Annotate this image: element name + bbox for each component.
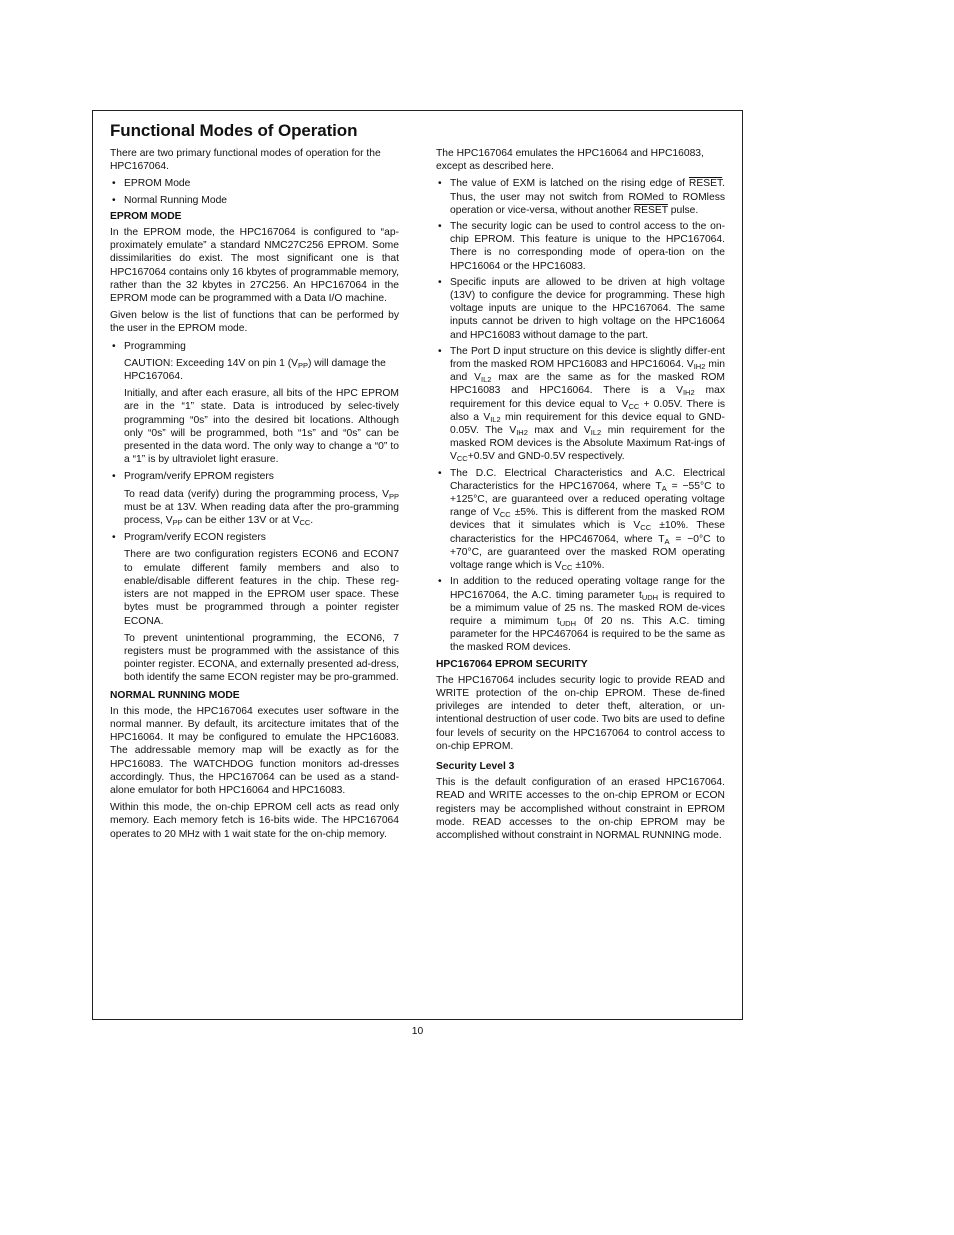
port-d-text: max and V bbox=[527, 425, 591, 437]
port-d-text: The Port D input structure on this device is slightly differ-ent from the masked ROM HPC16083 and HPC16064. V bbox=[450, 345, 725, 371]
port-d-subscript: IH2 bbox=[516, 428, 528, 438]
timing-text: is required to be a mimimum value of 25 ns. The masked ROM de-vices require a mimimum t bbox=[450, 589, 726, 627]
port-d-subscript: IL2 bbox=[490, 414, 501, 424]
function-label: • Program/verify ECON registers bbox=[124, 532, 266, 544]
econ-paragraph-2: To prevent unintentional programming, the ECON6, 7 registers must be programmed with the assistance of this pointer register. ECONA, and externally presented ad-dress, both identify the same ECON register may be pro-grammed. bbox=[124, 632, 399, 684]
emulation-intro-paragraph: The HPC167064 emulates the HPC16064 and HPC16083, except as described here. bbox=[436, 148, 704, 173]
caution-subscript: PP bbox=[298, 360, 309, 370]
verify-text-d: . bbox=[310, 515, 314, 527]
port-d-subscript: IH2 bbox=[693, 362, 706, 372]
page-number: 10 bbox=[411, 1026, 424, 1037]
electrical-text: The D.C. Electrical Characteristics and A.C. Electrical Characteristics for the HPC167064, where T bbox=[450, 467, 725, 492]
verify-subscript-3: CC bbox=[299, 518, 311, 528]
exm-text-b: . Thus, the user may not switch from ROMed to ROMless operation or vice-versa, without another bbox=[450, 178, 725, 216]
eprom-mode-paragraph-1: In the EPROM mode, the HPC167064 is configured to “ap-proximately emulate” a standard NMC27C256 EPROM. Some dissimilarities do exist. The most significant one is that HPC167064 contains only 16 kbytes of programmable memory, rather than the 32 kbytes in 27C256. An HPC167064 in the EPROM mode can be programmed with a Data I/O machine. bbox=[110, 227, 399, 305]
function-item-programming bbox=[110, 340, 399, 467]
right-column bbox=[436, 147, 725, 846]
intro-paragraph: There are two primary functional modes of operation for the HPC167064. bbox=[110, 148, 381, 173]
eprom-mode-paragraph-2: Given below is the list of functions that can be performed by the user in the EPROM mode. bbox=[110, 310, 399, 335]
exm-text-a: The value of EXM is latched on the rising edge of bbox=[450, 178, 689, 190]
reset-signal: RESET bbox=[688, 178, 723, 190]
electrical-subscript: CC bbox=[640, 523, 652, 533]
mode-item-normal: • Normal Running Mode bbox=[110, 194, 399, 207]
port-d-text: +0.5V and GND-0.5V respectively. bbox=[467, 451, 625, 463]
electrical-subscript: A bbox=[664, 536, 670, 546]
port-d-subscript: IH2 bbox=[682, 388, 695, 398]
function-label: • Program/verify EPROM registers bbox=[124, 471, 274, 483]
port-d-text: max are the same as for the masked ROM HPC16083 and HPC16064. There is a V bbox=[450, 372, 725, 397]
port-d-text: + 0.05V. There is also a V bbox=[450, 398, 726, 423]
port-d-text: max requirement for this device equal to V bbox=[450, 385, 725, 410]
verify-text-b: must be at 13V. When reading data after the pro-gramming process, V bbox=[124, 501, 399, 527]
electrical-subscript: CC bbox=[499, 510, 511, 520]
eprom-mode-heading: EPROM MODE bbox=[110, 210, 182, 222]
left-column bbox=[110, 147, 399, 845]
function-item-verify-eprom bbox=[110, 470, 399, 527]
normal-mode-heading: NORMAL RUNNING MODE bbox=[110, 689, 240, 701]
timing-subscript: UDH bbox=[559, 618, 577, 628]
timing-text: In addition to the reduced operating voltage range for the HPC167064, the A.C. timing parameter t bbox=[450, 576, 725, 601]
electrical-text: ±10%. These characteristics for the HPC467064, where T bbox=[450, 520, 725, 545]
verify-text-a: To read data (verify) during the programming process, V bbox=[124, 488, 389, 500]
difference-item-security: • The security logic can be used to control access to the on-chip EPROM. This feature is unique to the HPC167064. There is no corresponding mode of opera-tion on the HPC16064 or the HPC16083. bbox=[436, 220, 725, 273]
security-level-3-paragraph: This is the default configuration of an erased HPC167064. READ and WRITE accesses to the on-chip EPROM or ECON registers may be accomplished without constraint in EPROM mode. READ accesses to the on-chip EPROM may be accomplished without constraint in NORMAL RUNNING mode. bbox=[436, 777, 725, 841]
caution-paragraph bbox=[124, 357, 399, 383]
caution-text-b: ) will damage the HPC167064. bbox=[124, 357, 386, 383]
electrical-subscript: A bbox=[661, 483, 667, 493]
exm-text-c: pulse. bbox=[667, 204, 699, 216]
page-title: Functional Modes of Operation bbox=[110, 121, 358, 140]
function-item-verify-econ bbox=[110, 531, 399, 684]
timing-subscript: UDH bbox=[641, 592, 659, 602]
difference-item-exm bbox=[436, 177, 725, 217]
normal-mode-paragraph-1: In this mode, the HPC167064 executes user software in the normal manner. By default, its arcitecture imitates that of the HPC16064. It may be configured to emulate the HPC16083. The addressable memory map will be exactly as for the HPC16083. The WATCHDOG function monitors ad-dresses accordingly. Thus, the HPC167064 can be used as a stand-alone emulator for both HPC16064 and HPC16083. bbox=[110, 705, 399, 796]
electrical-text: = −0°C to +70°C, are guaranteed over the masked ROM operating voltage range which is V bbox=[450, 533, 725, 572]
econ-paragraph-1: There are two configuration registers ECON6 and ECON7 to emulate different family members and also to enable/disable different features in the chip. These reg-isters are not mapped in the EPROM user space. These bytes must be programmed through a pointer register ECONA. bbox=[124, 549, 399, 627]
port-d-subscript: IL2 bbox=[590, 428, 602, 438]
port-d-text: min requirement for this device equal to GND-0.05V. The V bbox=[450, 411, 725, 437]
electrical-subscript: CC bbox=[561, 563, 573, 573]
security-level-3-heading: Security Level 3 bbox=[436, 760, 515, 772]
verify-subscript-1: PP bbox=[388, 491, 399, 501]
difference-item-electrical bbox=[436, 467, 725, 573]
port-d-text: min and V bbox=[450, 359, 725, 384]
caution-text-a: CAUTION: Exceeding 14V on pin 1 (V bbox=[124, 357, 298, 369]
verify-paragraph bbox=[124, 488, 399, 528]
function-label: • Programming bbox=[124, 340, 186, 352]
port-d-subscript: IL2 bbox=[481, 375, 492, 385]
electrical-text: ±5%. This is different from the masked ROM devices that it simulates which is V bbox=[450, 507, 725, 532]
eprom-function-list bbox=[110, 340, 399, 685]
erasure-paragraph: Initially, and after each erasure, all bits of the HPC EPROM are in the “1” state. Data is introduced by selec-tively programming “0s” into the desired bit locations. Although only “0s” will be programmed, both “1s” and “0s” can be presented in the data word. The only way to change a “0” to a “1” is by ultraviolet light erasure. bbox=[124, 388, 399, 466]
reset-signal: RESET bbox=[633, 204, 668, 216]
security-paragraph: The HPC167064 includes security logic to provide READ and WRITE protection of the on-chip EPROM. These de-fined privileges are intended to deter theft, alteration, or un-intentional destruction of user code. Two bits are used to define four levels of security on the HPC167064 to control access to on-chip EPROM. bbox=[436, 674, 725, 752]
difference-list bbox=[436, 177, 725, 654]
security-heading: HPC167064 EPROM SECURITY bbox=[436, 658, 588, 670]
port-d-subscript: CC bbox=[628, 401, 640, 411]
verify-text-c: can be either 13V or at V bbox=[182, 515, 300, 527]
electrical-text: = −55°C to +125°C, are guaranteed over a reduced operating voltage range of V bbox=[450, 480, 725, 519]
timing-text: 0f 20 ns. This A.C. timing parameter for the HPC467064 is required to be the same as the masked ROM devices. bbox=[450, 615, 725, 654]
difference-item-port-d bbox=[436, 345, 725, 464]
mode-item-eprom: • EPROM Mode bbox=[110, 177, 399, 190]
verify-subscript-2: PP bbox=[172, 518, 183, 528]
port-d-text: min requirement for the masked ROM devices is the Absolute Maximum Rat-ings of V bbox=[450, 425, 725, 463]
mode-list bbox=[110, 177, 399, 206]
electrical-text: ±10%. bbox=[572, 560, 605, 572]
normal-mode-paragraph-2: Within this mode, the on-chip EPROM cell acts as read only memory. Each memory fetch is 16-bits wide. The HPC167064 operates to 20 MHz with 1 wait state for the on-chip memory. bbox=[110, 802, 399, 840]
difference-item-high-voltage: • Specific inputs are allowed to be driven at high voltage (13V) to configure the device for programming. These high voltage inputs are unique to the HPC167064. The same inputs cannot be driven to high voltage on the HPC16064 and HPC16083 without damage to the part. bbox=[436, 276, 725, 342]
port-d-subscript: CC bbox=[456, 454, 468, 464]
difference-item-timing bbox=[436, 575, 725, 654]
